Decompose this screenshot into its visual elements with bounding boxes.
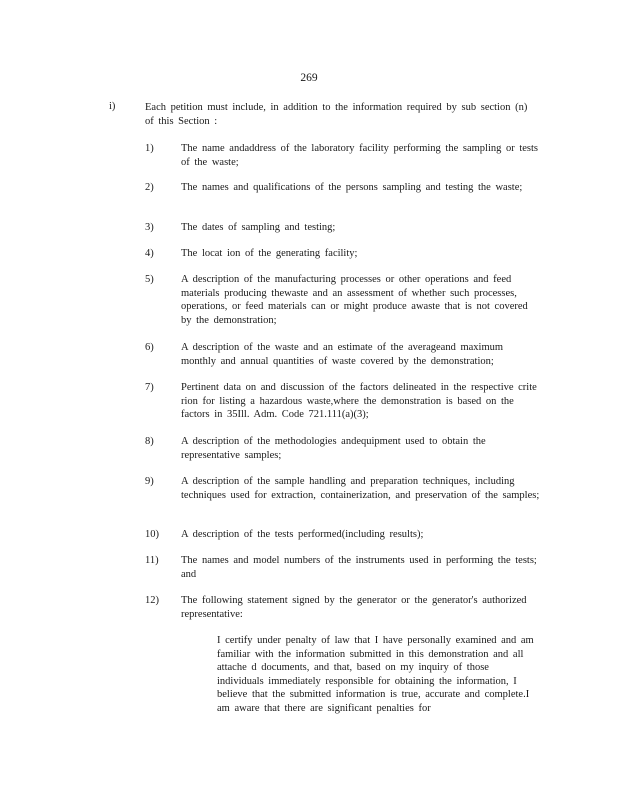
- item-text: A description of the sample handling and preparation techniques, including techniques used for extraction, containerization, and preservation of the samples;: [181, 476, 540, 501]
- section-label: i): [109, 101, 116, 112]
- item-text: A description of the manufacturing processes or other operations and feed materials producing thewaste and an assessment of whether such processes, operations, or feed materials can or might produce awaste that is not covered by the demonstration;: [181, 274, 528, 326]
- item-number: 5): [145, 274, 154, 285]
- item-text: The dates of sampling and testing;: [181, 222, 336, 233]
- item-text: A description of the waste and an estimate of the averageand maximum monthly and annual quantities of waste covered by the demonstration;: [181, 342, 504, 367]
- item-number: 4): [145, 248, 154, 259]
- item-text: The names and model numbers of the instruments used in performing the tests; and: [181, 555, 537, 580]
- item-number: 9): [145, 476, 154, 487]
- item-text: The names and qualifications of the persons sampling and testing the waste;: [181, 182, 523, 193]
- item-text: A description of the tests performed(including results);: [181, 529, 424, 540]
- item-number: 1): [145, 143, 154, 154]
- page-number: 269: [300, 72, 318, 84]
- item-text: The name andaddress of the laboratory facility performing the sampling or tests of the waste;: [181, 143, 539, 168]
- section-intro: Each petition must include, in addition to the information required by sub section (n) of this Section :: [145, 102, 528, 127]
- item-number: 8): [145, 436, 154, 447]
- certification-statement: I certify under penalty of law that I have personally examined and am familiar with the information submitted in this demonstration and all attache d documents, and that, based on my inquiry of those individuals immediately responsible for obtaining the information, I believe that the submitted information is true, accurate and complete.I am aware that there are significant penalties for: [217, 635, 534, 714]
- item-number: 10): [145, 529, 159, 540]
- item-number: 11): [145, 555, 159, 566]
- item-text: A description of the methodologies andequipment used to obtain the representative samples;: [181, 436, 486, 461]
- item-number: 12): [145, 595, 159, 606]
- item-number: 3): [145, 222, 154, 233]
- item-number: 6): [145, 342, 154, 353]
- item-number: 2): [145, 182, 154, 193]
- item-number: 7): [145, 382, 154, 393]
- item-text: The following statement signed by the generator or the generator's authorized representative:: [181, 595, 527, 620]
- item-text: Pertinent data on and discussion of the factors delineated in the respective crite rion for listing a hazardous waste,where the demonstration is based on the factors in 35Ill. Adm. Code 721.111(a)(3);: [181, 382, 537, 420]
- item-text: The locat ion of the generating facility;: [181, 248, 358, 259]
